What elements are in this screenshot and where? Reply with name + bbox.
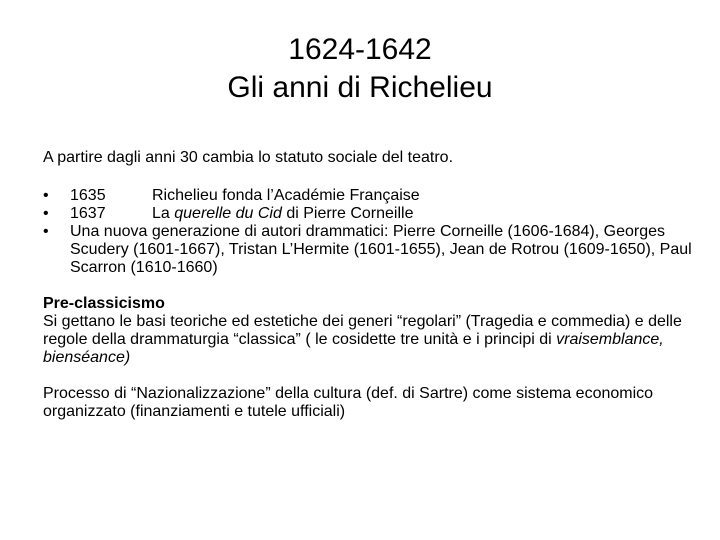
bullet-icon: • (43, 223, 49, 240)
processo-section (43, 385, 693, 421)
bullet-text: Una nuova generazione di autori drammatici: Pierre Corneille (1606-1684), Georges Scudery (1601-1667), Tristan L’Hermite (1601-1655), Jean de Rotrou (1609-1650), Paul Scarron (1610-1660) (70, 223, 692, 276)
pre-classicismo-heading: Pre-classicismo (43, 295, 165, 312)
bullet-year: 1637 (70, 205, 106, 222)
bullet-list (43, 187, 693, 277)
bullet-text: Richelieu fonda l’Académie Française (152, 187, 420, 204)
processo-text: Processo di “Nazionalizzazione” della cultura (def. di Sartre) come sistema economico organizzato (finanziamenti e tutele ufficiali) (43, 385, 654, 420)
bullet-year: 1635 (70, 187, 106, 204)
bullet-text-after: di Pierre Corneille (281, 205, 414, 222)
slide-title (0, 31, 720, 107)
pre-classicismo-italic: vraisemblance, bienséance) (43, 331, 664, 366)
title-line-1: 1624-1642 (288, 33, 432, 66)
bullet-text-before: La (152, 205, 175, 222)
intro-text: A partire dagli anni 30 cambia lo statuto sociale del teatro. (43, 149, 454, 166)
slide-body (43, 149, 693, 421)
bullet-text-italic: querelle du Cid (174, 205, 282, 222)
title-line-2: Gli anni di Richelieu (227, 71, 493, 104)
pre-classicismo-text: Si gettano le basi teoriche ed estetiche dei generi “regolari” (Tragedia e commedia) e delle regole della drammaturgia “classica” ( le cosidette tre unità e i principi di (43, 313, 682, 348)
bullet-item-1637 (43, 205, 693, 223)
bullet-item-generazione (43, 223, 693, 277)
bullet-item-1635 (43, 187, 693, 205)
bullet-icon: • (43, 205, 49, 222)
bullet-icon: • (43, 187, 49, 204)
pre-classicismo-section (43, 295, 693, 367)
